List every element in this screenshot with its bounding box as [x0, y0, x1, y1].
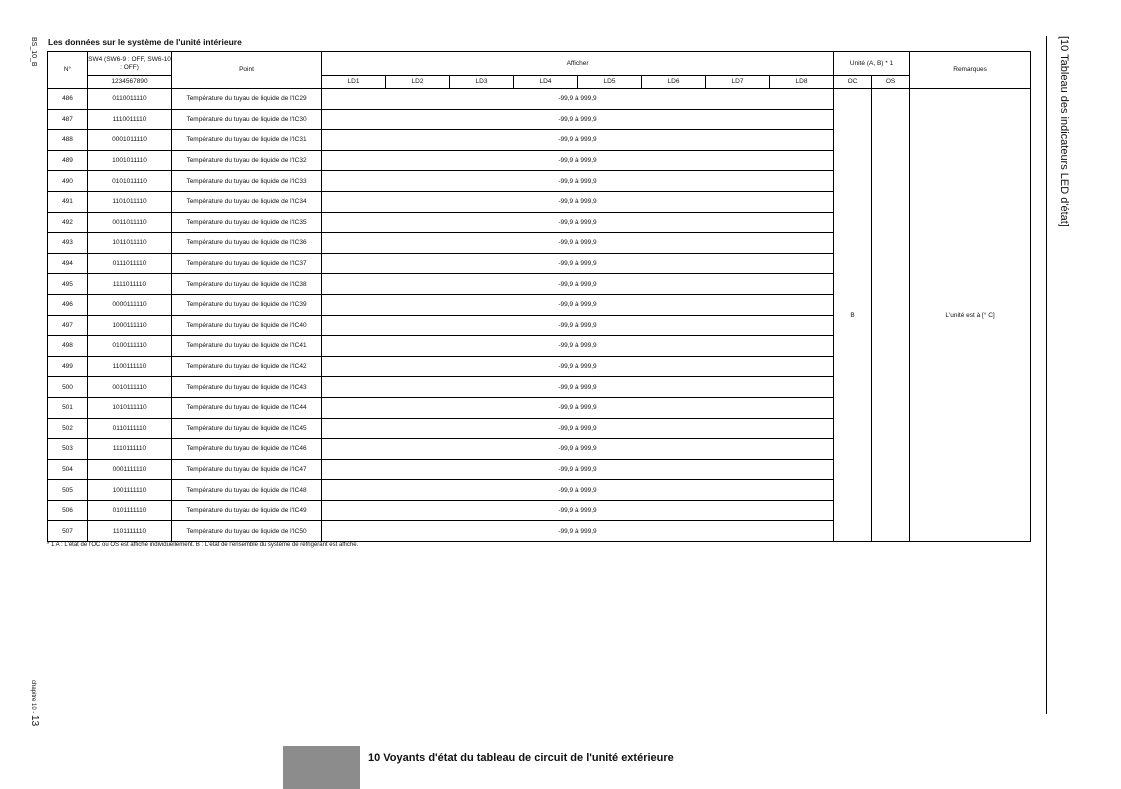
row-no: 500 — [48, 377, 88, 398]
header-remarks: Remarques — [910, 52, 1031, 89]
row-switch: 0001111110 — [88, 459, 172, 480]
row-point: Température du tuyau de liquide de l'IC35 — [172, 212, 322, 233]
row-point: Température du tuyau de liquide de l'IC29 — [172, 89, 322, 110]
row-switch: 0101011110 — [88, 171, 172, 192]
row-no: 495 — [48, 274, 88, 295]
row-no: 499 — [48, 356, 88, 377]
row-no: 498 — [48, 336, 88, 357]
header-ld4: LD4 — [514, 76, 578, 89]
row-switch: 1010111110 — [88, 397, 172, 418]
side-title: [10 Tableau des indicateurs LED d'état] — [1058, 36, 1070, 227]
row-display-value: -99,9 à 999,9 — [322, 336, 834, 357]
row-switch: 1011011110 — [88, 233, 172, 254]
row-no: 489 — [48, 150, 88, 171]
chapter-text: chapitre 10 - — [30, 680, 36, 714]
row-switch: 0001011110 — [88, 130, 172, 151]
header-ld2: LD2 — [386, 76, 450, 89]
table-body — [48, 89, 1031, 542]
row-no: 488 — [48, 130, 88, 151]
row-switch: 1000111110 — [88, 315, 172, 336]
row-point: Température du tuyau de liquide de l'IC50 — [172, 521, 322, 542]
row-point: Température du tuyau de liquide de l'IC42 — [172, 356, 322, 377]
row-no: 505 — [48, 480, 88, 501]
row-display-value: -99,9 à 999,9 — [322, 253, 834, 274]
header-ld5: LD5 — [578, 76, 642, 89]
row-display-value: -99,9 à 999,9 — [322, 150, 834, 171]
row-point: Température du tuyau de liquide de l'IC34 — [172, 191, 322, 212]
row-display-value: -99,9 à 999,9 — [322, 439, 834, 460]
row-switch: 1001011110 — [88, 150, 172, 171]
row-display-value: -99,9 à 999,9 — [322, 109, 834, 130]
row-point: Température du tuyau de liquide de l'IC37 — [172, 253, 322, 274]
row-switch: 1110111110 — [88, 439, 172, 460]
row-no: 490 — [48, 171, 88, 192]
document-code: BS_10_B — [30, 37, 37, 67]
row-point: Température du tuyau de liquide de l'IC32 — [172, 150, 322, 171]
row-switch: 0110111110 — [88, 418, 172, 439]
row-display-value: -99,9 à 999,9 — [322, 418, 834, 439]
row-point: Température du tuyau de liquide de l'IC46 — [172, 439, 322, 460]
row-switch: 1100111110 — [88, 356, 172, 377]
row-display-value: -99,9 à 999,9 — [322, 89, 834, 110]
row-display-value: -99,9 à 999,9 — [322, 480, 834, 501]
remarks-cell: L'unité est à [° C] — [910, 89, 1031, 542]
row-point: Température du tuyau de liquide de l'IC41 — [172, 336, 322, 357]
row-point: Température du tuyau de liquide de l'IC36 — [172, 233, 322, 254]
unit-os-cell — [872, 89, 910, 542]
chapter-tab-block — [283, 746, 360, 789]
row-display-value: -99,9 à 999,9 — [322, 356, 834, 377]
row-no: 506 — [48, 500, 88, 521]
row-switch: 1101111110 — [88, 521, 172, 542]
row-no: 507 — [48, 521, 88, 542]
row-point: Température du tuyau de liquide de l'IC31 — [172, 130, 322, 151]
chapter-label — [29, 680, 40, 726]
row-no: 492 — [48, 212, 88, 233]
row-display-value: -99,9 à 999,9 — [322, 233, 834, 254]
header-point: Point — [172, 52, 322, 89]
row-point: Température du tuyau de liquide de l'IC39 — [172, 294, 322, 315]
header-unit: Unité (A, B) * 1 — [834, 52, 910, 76]
header-ld7: LD7 — [706, 76, 770, 89]
row-point: Température du tuyau de liquide de l'IC33 — [172, 171, 322, 192]
row-display-value: -99,9 à 999,9 — [322, 191, 834, 212]
row-display-value: -99,9 à 999,9 — [322, 212, 834, 233]
row-no: 501 — [48, 397, 88, 418]
page-number: 13 — [29, 715, 40, 727]
row-switch: 0011011110 — [88, 212, 172, 233]
row-switch: 1110011110 — [88, 109, 172, 130]
row-display-value: -99,9 à 999,9 — [322, 315, 834, 336]
row-no: 496 — [48, 294, 88, 315]
row-point: Température du tuyau de liquide de l'IC43 — [172, 377, 322, 398]
row-switch: 1001111110 — [88, 480, 172, 501]
header-display: Afficher — [322, 52, 834, 76]
header-ld6: LD6 — [642, 76, 706, 89]
row-switch: 0100111110 — [88, 336, 172, 357]
header-ld8: LD8 — [770, 76, 834, 89]
header-oc: OC — [834, 76, 872, 89]
row-no: 502 — [48, 418, 88, 439]
row-point: Température du tuyau de liquide de l'IC47 — [172, 459, 322, 480]
row-no: 503 — [48, 439, 88, 460]
led-data-table — [47, 51, 1031, 542]
table-row — [48, 89, 1031, 110]
row-display-value: -99,9 à 999,9 — [322, 294, 834, 315]
row-no: 493 — [48, 233, 88, 254]
footnote: * 1 A : L'état de l'OC ou OS est affiché individuellement. B : L'état de l'ensemble du système de réfrigérant est affiché. — [47, 542, 359, 548]
row-switch: 0101111110 — [88, 500, 172, 521]
row-switch: 1111011110 — [88, 274, 172, 295]
row-display-value: -99,9 à 999,9 — [322, 274, 834, 295]
row-display-value: -99,9 à 999,9 — [322, 500, 834, 521]
row-switch: 0110011110 — [88, 89, 172, 110]
row-point: Température du tuyau de liquide de l'IC45 — [172, 418, 322, 439]
header-no: N° — [48, 52, 88, 89]
unit-oc-cell: B — [834, 89, 872, 542]
side-divider — [1046, 36, 1047, 714]
row-no: 504 — [48, 459, 88, 480]
section-title: Les données sur le système de l'unité intérieure — [48, 37, 242, 47]
header-switch-bits: 1234567890 — [88, 76, 172, 89]
row-point: Température du tuyau de liquide de l'IC48 — [172, 480, 322, 501]
row-display-value: -99,9 à 999,9 — [322, 171, 834, 192]
row-point: Température du tuyau de liquide de l'IC49 — [172, 500, 322, 521]
row-point: Température du tuyau de liquide de l'IC40 — [172, 315, 322, 336]
header-ld1: LD1 — [322, 76, 386, 89]
row-no: 487 — [48, 109, 88, 130]
row-no: 494 — [48, 253, 88, 274]
row-display-value: -99,9 à 999,9 — [322, 130, 834, 151]
header-os: OS — [872, 76, 910, 89]
row-display-value: -99,9 à 999,9 — [322, 397, 834, 418]
row-switch: 0111011110 — [88, 253, 172, 274]
bottom-chapter-title: 10 Voyants d'état du tableau de circuit de l'unité extérieure — [368, 752, 674, 764]
row-switch: 0000111110 — [88, 294, 172, 315]
header-switch: SW4 (SW6-9 : OFF, SW6-10 : OFF) — [88, 52, 172, 76]
row-switch: 1101011110 — [88, 191, 172, 212]
row-point: Température du tuyau de liquide de l'IC30 — [172, 109, 322, 130]
row-point: Température du tuyau de liquide de l'IC44 — [172, 397, 322, 418]
row-display-value: -99,9 à 999,9 — [322, 521, 834, 542]
header-ld3: LD3 — [450, 76, 514, 89]
row-switch: 0010111110 — [88, 377, 172, 398]
row-no: 491 — [48, 191, 88, 212]
row-display-value: -99,9 à 999,9 — [322, 459, 834, 480]
row-display-value: -99,9 à 999,9 — [322, 377, 834, 398]
row-point: Température du tuyau de liquide de l'IC38 — [172, 274, 322, 295]
row-no: 497 — [48, 315, 88, 336]
row-no: 486 — [48, 89, 88, 110]
